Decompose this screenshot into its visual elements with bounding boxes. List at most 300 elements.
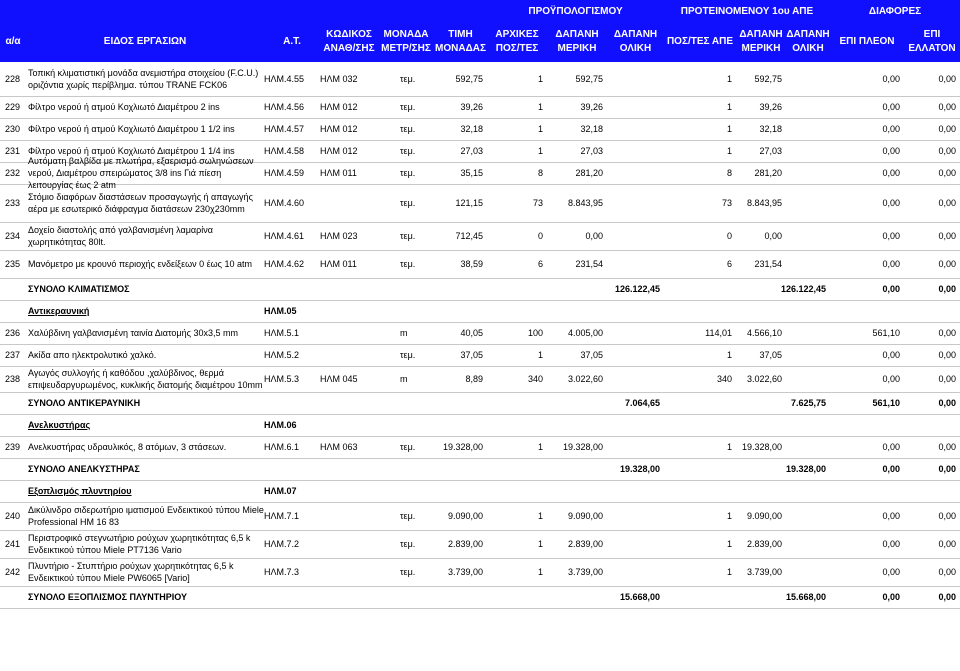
cell-apart: 281,20 <box>754 168 782 178</box>
table-row <box>0 436 960 459</box>
cell-desc: Ανελκυστήρας υδραυλικός, 8 ατόμων, 3 στάσεων. <box>28 442 227 452</box>
cell-price: 40,05 <box>460 328 483 338</box>
cell-qa: 0 <box>726 231 732 241</box>
header-offer-group: ΠΡΟΤΕΙΝΟΜΕΝΟΥ 1ου ΑΠΕ <box>680 5 814 17</box>
cell-total <box>607 480 664 502</box>
cell-q: 1 <box>537 350 543 360</box>
cell-plus <box>830 480 904 502</box>
cell-q: 1 <box>537 442 543 452</box>
cell-unit: m <box>400 328 408 338</box>
cell-price: 121,15 <box>455 198 483 208</box>
cell-total: 126.122,45 <box>614 284 660 294</box>
col-plus: ΕΠΙ ΠΛΕΟΝ <box>839 36 895 47</box>
cell-code <box>320 558 378 586</box>
cell-q <box>487 458 547 480</box>
cell-part: 281,20 <box>575 168 603 178</box>
cell-apart: 37,05 <box>759 350 782 360</box>
cell-unit: τεμ. <box>400 168 416 178</box>
table-row <box>0 222 960 251</box>
cell-qa: 73 <box>721 198 732 208</box>
cell-part: 37,05 <box>580 350 603 360</box>
header-budget-group: ΠΡΟΫΠΟΛΟΓΙΣΜΟΥ <box>528 5 623 17</box>
cell-price: 712,45 <box>455 231 483 241</box>
section-row <box>0 480 960 503</box>
cell-plus: 0,00 <box>882 567 900 577</box>
cell-qa: 1 <box>726 124 732 134</box>
cell-part: 27,03 <box>580 146 603 156</box>
table-row <box>0 184 960 223</box>
cell-code <box>320 392 378 414</box>
cell-apart: 8.843,95 <box>746 198 782 208</box>
cell-code: ΗΛΜ 023 <box>320 231 358 241</box>
cell-code: ΗΛΜ 012 <box>320 102 358 112</box>
cell-at <box>264 278 320 300</box>
cell-q: 0 <box>537 231 543 241</box>
cell-plus: 0,00 <box>882 124 900 134</box>
header-diff-group: ΔΙΑΦΟΡΕΣ <box>868 5 922 17</box>
cell-aa <box>0 392 24 414</box>
cell-aa <box>0 480 24 502</box>
cell-q: 340 <box>527 374 543 384</box>
cell-unit: τεμ. <box>400 231 416 241</box>
cell-plus: 0,00 <box>882 102 900 112</box>
cell-price <box>434 458 487 480</box>
cell-part: 231,54 <box>575 259 603 269</box>
cell-plus: 0,00 <box>882 259 900 269</box>
cell-atotal: 7.625,75 <box>790 398 826 408</box>
cell-minus: 0,00 <box>938 124 956 134</box>
cell-price <box>434 586 487 608</box>
cell-part <box>547 300 607 322</box>
cell-total: 7.064,65 <box>624 398 660 408</box>
cell-q: 8 <box>537 168 543 178</box>
cell-code <box>320 586 378 608</box>
cell-desc: Δικύλινδρο σιδερωτήριο ιματισμού Ενδεικτικού τύπου Miele Professional HM 16 83 <box>28 505 264 527</box>
cell-desc: Τοπική κλιματιστική μονάδα ανεμιστήρα στοιχείου (F.C.U.) οριζόντια χωρίς περίβλημα. τύπου TRANE FCK06 <box>28 68 259 90</box>
cell-at: ΗΛΜ.5.1 <box>264 328 300 338</box>
cell-total <box>607 300 664 322</box>
cell-qa: 1 <box>726 567 732 577</box>
cell-minus: 0,00 <box>938 592 956 602</box>
cell-code <box>320 278 378 300</box>
cell-apart: 19.328,00 <box>741 442 782 452</box>
cell-unit: τεμ. <box>400 124 416 134</box>
cell-code <box>320 322 378 344</box>
cell-atotal <box>786 300 830 322</box>
cell-desc: ΣΥΝΟΛΟ ΚΛΙΜΑΤΙΣΜΟΣ <box>28 284 130 294</box>
cell-apart: 4.566,10 <box>746 328 782 338</box>
cell-minus <box>904 414 960 436</box>
cell-apart <box>736 300 786 322</box>
cell-total <box>607 250 664 278</box>
cell-at: ΗΛΜ.4.60 <box>264 198 305 208</box>
cell-code <box>320 300 378 322</box>
cell-at: ΗΛΜ.4.58 <box>264 146 305 156</box>
cell-at: ΗΛΜ.4.55 <box>264 74 305 84</box>
cell-unit: τεμ. <box>400 74 416 84</box>
cell-unit <box>378 414 434 436</box>
cell-q: 1 <box>537 74 543 84</box>
cell-total <box>607 222 664 250</box>
cell-atotal <box>786 96 830 118</box>
cell-minus: 0,00 <box>938 442 956 452</box>
cell-aa <box>0 458 24 480</box>
cell-code: ΗΛΜ 045 <box>320 374 358 384</box>
cell-desc: Φίλτρο νερού ή ατμού Κοχλιωτό Διαμέτρου 1 1/2 ins <box>28 124 235 134</box>
cell-plus <box>830 414 904 436</box>
cell-qa <box>664 392 736 414</box>
col-qty-ape: ΠΟΣ/ΤΕΣ ΑΠΕ <box>666 36 734 47</box>
cell-plus: 0,00 <box>882 442 900 452</box>
cell-at: ΗΛΜ.4.56 <box>264 102 305 112</box>
cell-at: ΗΛΜ.05 <box>264 306 297 316</box>
cell-desc: Δοχείο διαστολής από γαλβανισμένη λαμαρίνα χωρητικότητας 80lt. <box>28 225 213 247</box>
cell-price: 2.839,00 <box>447 539 483 549</box>
cell-aa: 232 <box>4 168 20 178</box>
cell-code <box>320 502 378 530</box>
cell-desc: ΣΥΝΟΛΟ ΑΝΤΙΚΕΡΑΥΝΙΚΗ <box>28 398 141 408</box>
cell-apart: 32,18 <box>759 124 782 134</box>
total-row <box>0 278 960 301</box>
cell-at: ΗΛΜ.4.59 <box>264 168 305 178</box>
cell-at: ΗΛΜ.07 <box>264 486 297 496</box>
col-at: Α.Τ. <box>283 36 301 47</box>
cell-plus: 561,10 <box>872 398 900 408</box>
cell-qa: 1 <box>726 102 732 112</box>
cell-minus: 0,00 <box>938 374 956 384</box>
cell-desc: Χαλύβδινη γαλβανισμένη ταινία Διατομής 30x3,5 mm <box>28 328 238 338</box>
cell-part: 592,75 <box>575 74 603 84</box>
cell-unit: τεμ. <box>400 567 416 577</box>
cell-qa: 8 <box>726 168 732 178</box>
cell-atotal <box>786 502 830 530</box>
cell-unit: τεμ. <box>400 198 416 208</box>
cell-apart: 3.739,00 <box>746 567 782 577</box>
cell-plus: 0,00 <box>882 231 900 241</box>
cell-atotal <box>786 162 830 184</box>
cell-aa: 239 <box>4 442 20 452</box>
cell-qa: 114,01 <box>705 328 732 338</box>
cell-q: 73 <box>532 198 543 208</box>
cell-minus: 0,00 <box>938 284 956 294</box>
cell-minus: 0,00 <box>938 539 956 549</box>
cell-qa: 1 <box>726 74 732 84</box>
cell-plus: 0,00 <box>882 74 900 84</box>
cell-desc: Περιστροφικό στεγνωτήριο ρούχων χωρητικότητας 6,5 k Ενδεικτικού τύπου Miele PT7136 Vario <box>28 533 251 555</box>
cell-total <box>607 366 664 392</box>
cell-plus <box>830 300 904 322</box>
cell-plus: 0,00 <box>882 539 900 549</box>
cell-aa: 238 <box>4 374 20 384</box>
cell-minus: 0,00 <box>938 328 956 338</box>
cell-atotal <box>786 480 830 502</box>
cell-apart <box>736 458 786 480</box>
cell-desc: Μανόμετρο με κρουνό περιοχής ενδείξεων 0 έως 10 atm <box>28 259 253 269</box>
cell-part: 8.843,95 <box>567 198 603 208</box>
cell-code: ΗΛΜ 063 <box>320 442 358 452</box>
cell-part <box>547 414 607 436</box>
cell-qa <box>664 458 736 480</box>
cell-at: ΗΛΜ.4.57 <box>264 124 305 134</box>
cell-atotal <box>786 222 830 250</box>
cell-atotal: 15.668,00 <box>785 592 826 602</box>
cell-q: 1 <box>537 146 543 156</box>
cell-price <box>434 480 487 502</box>
cell-unit <box>378 586 434 608</box>
cell-aa: 240 <box>4 511 20 521</box>
cell-total <box>607 344 664 366</box>
cell-price: 27,03 <box>460 146 483 156</box>
col-price: ΤΙΜΗ ΜΟΝΑΔΑΣ <box>435 29 486 54</box>
cell-at: ΗΛΜ.5.2 <box>264 350 300 360</box>
cell-plus: 0,00 <box>882 511 900 521</box>
cell-plus: 0,00 <box>882 350 900 360</box>
cell-qa: 340 <box>716 374 732 384</box>
cell-atotal <box>786 250 830 278</box>
cell-desc: Φίλτρο νερού ή ατμού Κοχλιωτό Διαμέτρου 2 ins <box>28 102 220 112</box>
col-ape-total: ΔΑΠΑΝΗ ΟΛΙΚΗ <box>786 29 830 54</box>
cell-qa: 6 <box>726 259 732 269</box>
cell-part: 39,26 <box>580 102 603 112</box>
cell-apart: 3.022,60 <box>746 374 782 384</box>
cell-at: ΗΛΜ.7.1 <box>264 511 300 521</box>
cell-part: 32,18 <box>580 124 603 134</box>
cell-apart <box>736 480 786 502</box>
cell-code: ΗΛΜ 012 <box>320 124 358 134</box>
cell-total <box>607 162 664 184</box>
cell-atotal <box>786 62 830 96</box>
cell-apart: 39,26 <box>759 102 782 112</box>
cell-apart: 0,00 <box>764 231 782 241</box>
table-row <box>0 250 960 279</box>
cell-code <box>320 530 378 558</box>
cell-part <box>547 278 607 300</box>
cell-at: ΗΛΜ.4.62 <box>264 259 305 269</box>
cell-minus: 0,00 <box>938 350 956 360</box>
cell-part: 19.328,00 <box>562 442 603 452</box>
cell-plus: 0,00 <box>882 592 900 602</box>
cell-q <box>487 480 547 502</box>
table-row <box>0 156 960 190</box>
section-row <box>0 300 960 323</box>
cell-price <box>434 278 487 300</box>
cell-q: 6 <box>537 259 543 269</box>
cell-atotal <box>786 436 830 458</box>
cell-desc: Πλυντήριο - Στυπτήριο ρούχων χωρητικότητας 6,5 k Ενδεικτικού τύπου Miele PW6065 [Vario] <box>28 561 234 583</box>
cell-minus: 0,00 <box>938 464 956 474</box>
cell-minus <box>904 300 960 322</box>
cell-price: 32,18 <box>460 124 483 134</box>
cell-plus: 0,00 <box>882 168 900 178</box>
cell-atotal <box>786 558 830 586</box>
cell-atotal <box>786 322 830 344</box>
cell-aa: 230 <box>4 124 20 134</box>
cell-price: 37,05 <box>460 350 483 360</box>
cell-qa: 1 <box>726 146 732 156</box>
cell-unit <box>378 300 434 322</box>
cell-desc: Ακίδα απο ηλεκτρολυτικό χαλκό. <box>28 350 157 360</box>
cell-desc: Αντικεραυνική <box>28 306 90 316</box>
cell-part: 4.005,00 <box>567 328 603 338</box>
cell-q <box>487 586 547 608</box>
table-row <box>0 62 960 97</box>
cell-unit: τεμ. <box>400 146 416 156</box>
cell-atotal <box>786 530 830 558</box>
cell-at <box>264 458 320 480</box>
cell-unit: τεμ. <box>400 350 416 360</box>
cell-desc: Στόμιο διαφόρων διαστάσεων προσαγωγής ή απαγωγής αέρα με εσωτερικό διάφραγμα διατάσεων 230χ230mm <box>28 192 253 214</box>
cell-unit <box>378 458 434 480</box>
cell-unit <box>378 480 434 502</box>
cell-plus: 0,00 <box>882 464 900 474</box>
cell-total <box>607 184 664 222</box>
cell-at: ΗΛΜ.4.61 <box>264 231 305 241</box>
cell-qa <box>664 480 736 502</box>
cell-apart: 2.839,00 <box>746 539 782 549</box>
cell-aa: 234 <box>4 231 20 241</box>
cell-minus: 0,00 <box>938 74 956 84</box>
cell-qa <box>664 414 736 436</box>
cell-atotal <box>786 118 830 140</box>
cell-plus: 0,00 <box>882 374 900 384</box>
table-row <box>0 530 960 559</box>
cell-price: 592,75 <box>455 74 483 84</box>
cell-minus: 0,00 <box>938 567 956 577</box>
cell-price: 19.328,00 <box>442 442 483 452</box>
cell-aa: 241 <box>4 539 20 549</box>
col-ape-part: ΔΑΠΑΝΗ ΜΕΡΙΚΗ <box>739 29 783 54</box>
cell-apart <box>736 392 786 414</box>
cell-part <box>547 586 607 608</box>
cell-plus: 0,00 <box>882 146 900 156</box>
cell-qa: 1 <box>726 442 732 452</box>
cell-atotal <box>786 366 830 392</box>
col-unit: ΜΟΝΑΔΑ ΜΕΤΡ/ΣΗΣ <box>381 29 431 54</box>
cell-unit: τεμ. <box>400 442 416 452</box>
cell-price: 38,59 <box>460 259 483 269</box>
cell-at: ΗΛΜ.06 <box>264 420 297 430</box>
cell-minus: 0,00 <box>938 198 956 208</box>
cell-q: 1 <box>537 567 543 577</box>
col-code: ΚΩΔΙΚΟΣ ΑΝΑΘ/ΣΗΣ <box>323 29 375 54</box>
cell-part: 3.739,00 <box>567 567 603 577</box>
cell-total <box>607 502 664 530</box>
total-row <box>0 458 960 481</box>
cell-minus: 0,00 <box>938 102 956 112</box>
cell-price: 8,89 <box>465 374 483 384</box>
table-row <box>0 322 960 345</box>
cell-part <box>547 392 607 414</box>
cell-qa <box>664 278 736 300</box>
table-row <box>0 502 960 531</box>
cell-code <box>320 480 378 502</box>
header-columns-row <box>0 22 960 62</box>
cell-at: ΗΛΜ.7.3 <box>264 567 300 577</box>
total-row <box>0 392 960 415</box>
cell-desc: Φίλτρο νερού ή ατμού Κοχλιωτό Διαμέτρου 1 1/4 ins <box>28 146 235 156</box>
cell-apart <box>736 414 786 436</box>
cell-aa: 229 <box>4 102 20 112</box>
cell-unit <box>378 392 434 414</box>
cell-qa <box>664 586 736 608</box>
col-type: ΕΙΔΟΣ ΕΡΓΑΣΙΩΝ <box>103 36 187 47</box>
cell-qa <box>664 300 736 322</box>
cell-unit: τεμ. <box>400 539 416 549</box>
cell-code <box>320 414 378 436</box>
total-row <box>0 586 960 609</box>
cell-code: ΗΛΜ 012 <box>320 146 358 156</box>
cell-q <box>487 414 547 436</box>
cell-code <box>320 344 378 366</box>
cell-apart: 9.090,00 <box>746 511 782 521</box>
cell-plus: 0,00 <box>882 284 900 294</box>
col-minus: ΕΠΙ ΕΛΛΑΤΟΝ <box>908 29 956 54</box>
cell-part: 0,00 <box>585 231 603 241</box>
cell-price <box>434 300 487 322</box>
cell-unit <box>378 278 434 300</box>
header-group-row <box>0 0 960 22</box>
col-cost-part: ΔΑΠΑΝΗ ΜΕΡΙΚΗ <box>555 29 599 54</box>
cell-unit: τεμ. <box>400 511 416 521</box>
cell-q: 1 <box>537 539 543 549</box>
cell-apart: 27,03 <box>759 146 782 156</box>
table-row <box>0 118 960 141</box>
cell-minus: 0,00 <box>938 398 956 408</box>
cell-q: 100 <box>527 328 543 338</box>
cell-price: 3.739,00 <box>447 567 483 577</box>
cell-plus: 561,10 <box>872 328 900 338</box>
cell-code <box>320 184 378 222</box>
cell-minus <box>904 480 960 502</box>
cell-code: ΗΛΜ 011 <box>320 259 357 269</box>
cell-total <box>607 118 664 140</box>
cell-atotal <box>786 184 830 222</box>
cell-aa: 228 <box>4 74 20 84</box>
cell-aa: 233 <box>4 198 20 208</box>
cell-total: 15.668,00 <box>619 592 660 602</box>
cell-unit: τεμ. <box>400 102 416 112</box>
cell-price <box>434 414 487 436</box>
cell-desc: Ανελκυστήρας <box>28 420 91 430</box>
cell-aa <box>0 586 24 608</box>
cell-apart: 231,54 <box>754 259 782 269</box>
cell-total <box>607 414 664 436</box>
cell-desc: ΣΥΝΟΛΟ ΕΞΟΠΛΙΣΜΟΣ ΠΛΥΝΤΗΡΙΟΥ <box>28 592 187 602</box>
cell-atotal <box>786 140 830 162</box>
cell-desc: Αγωγός συλλογής ή καθόδου ,χαλύβδινος, θερμά επιψευδαργυρωμένος, κυκλικής διατομής διαμέτρου 10mm <box>28 368 263 390</box>
cell-at: ΗΛΜ.7.2 <box>264 539 300 549</box>
cell-minus: 0,00 <box>938 146 956 156</box>
cell-price: 39,26 <box>460 102 483 112</box>
cell-price: 9.090,00 <box>447 511 483 521</box>
cell-at <box>264 586 320 608</box>
cell-part: 2.839,00 <box>567 539 603 549</box>
col-cost-total: ΔΑΠΑΝΗ ΟΛΙΚΗ <box>613 29 658 54</box>
col-aa: α/α <box>5 36 21 47</box>
section-row <box>0 414 960 437</box>
cell-part: 9.090,00 <box>567 511 603 521</box>
cell-at: ΗΛΜ.5.3 <box>264 374 300 384</box>
cell-code <box>320 458 378 480</box>
cell-unit: m <box>400 374 408 384</box>
table-row <box>0 344 960 367</box>
cell-minus: 0,00 <box>938 168 956 178</box>
cell-total <box>607 530 664 558</box>
cell-desc: Αυτόματη βαλβίδα με πλωτήρα, εξαερισμό σωληνώσεων νερού, Διαμέτρου σπειρώματος 3/8 ins Γιά πίεση λειτουργίας έως 2 atm <box>28 156 254 190</box>
cell-qa: 1 <box>726 511 732 521</box>
cell-apart: 592,75 <box>754 74 782 84</box>
cell-unit: τεμ. <box>400 259 416 269</box>
